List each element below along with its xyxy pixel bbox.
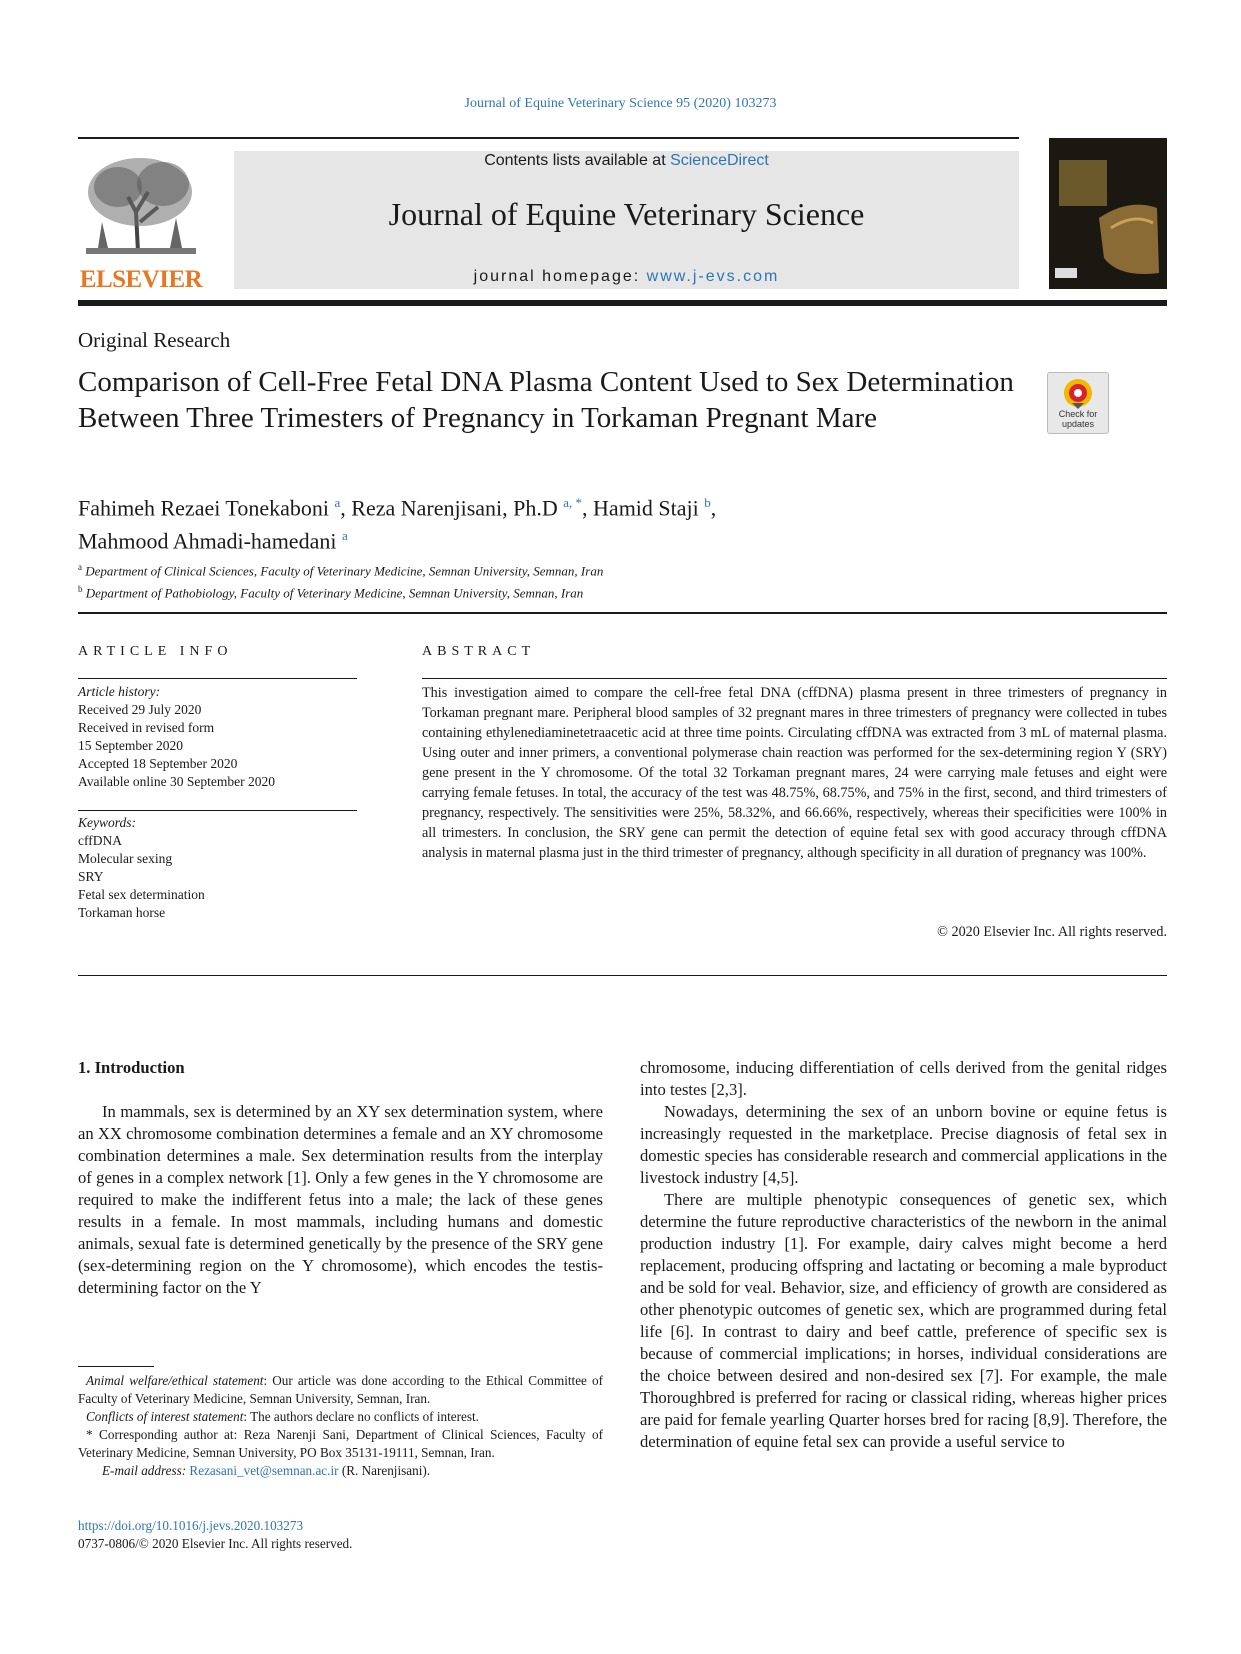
history-item: Available online 30 September 2020 (78, 774, 275, 789)
doi-link[interactable]: https://doi.org/10.1016/j.jevs.2020.103273 (78, 1518, 304, 1533)
keywords-label: Keywords: (78, 815, 136, 830)
footnote-rule (78, 1366, 154, 1367)
body-paragraph: In mammals, sex is determined by an XY sex determination system, where an XX chromosome combination determines a female and an XY chromosome combination determines a male. Sex determination results from the interplay of genes in a complex network [1]. Only a few genes in the Y chromosome are required to make the indifferent fetus into a male; the lack of these genes results in a female. In most mammals, including humans and domestic animals, sexual fate is determined genetically by the presence of the SRY gene (sex-determining region on the Y chromosome), which encodes the testis-determining factor on the Y (78, 1102, 603, 1297)
check-updates-label: Check for updates (1058, 409, 1098, 429)
keyword: cffDNA (78, 833, 122, 848)
author-name[interactable]: Mahmood Ahmadi-hamedani (78, 528, 337, 554)
abstract-heading: ABSTRACT (422, 644, 536, 659)
footnote-conflicts (78, 1408, 603, 1426)
keywords-rule (78, 810, 357, 811)
author-affiliation-marker[interactable]: b (704, 495, 711, 510)
journal-cover-image[interactable] (1049, 138, 1167, 289)
footnote-text: : The authors declare no conflicts of interest. (243, 1409, 479, 1424)
article-history (78, 683, 275, 791)
history-item: Accepted 18 September 2020 (78, 756, 238, 771)
footnotes (78, 1372, 603, 1480)
author-name[interactable]: Fahimeh Rezaei Tonekaboni (78, 495, 329, 521)
body-paragraph: chromosome, inducing differentiation of cells derived from the genital ridges into testes [2,3]. (640, 1058, 1167, 1099)
article-title: Comparison of Cell-Free Fetal DNA Plasma Content Used to Sex Determination Between Three Trimesters of Pregnancy in Torkaman Pregnant Mare (78, 366, 1014, 434)
history-item: Received in revised form (78, 720, 215, 735)
article-info-heading: ARTICLE INFO (78, 644, 233, 659)
title-block-rule (78, 612, 1167, 614)
footnote-label: Conflicts of interest statement (86, 1409, 244, 1424)
footnote-corresponding: * Corresponding author at: Reza Narenji Sani, Department of Clinical Sciences, Faculty of Veterinary Medicine, Semnan University, PO Box 35131-19111, Semnan, Iran. (78, 1427, 603, 1460)
journal-citation-link[interactable]: Journal of Equine Veterinary Science 95 (2020) 103273 (464, 96, 777, 111)
keyword: SRY (78, 869, 104, 884)
keyword: Torkaman horse (78, 905, 166, 920)
keyword: Fetal sex determination (78, 887, 205, 902)
author-name[interactable]: Hamid Staji (593, 495, 699, 521)
affiliation-text: Department of Clinical Sciences, Faculty of Veterinary Medicine, Semnan University, Semnan, Iran (85, 563, 604, 579)
footnote-welfare (78, 1372, 603, 1408)
homepage-prefix: journal homepage: (473, 268, 647, 285)
author-affiliation-marker[interactable]: a (334, 495, 341, 510)
history-label: Article history: (78, 684, 161, 699)
author-name[interactable]: Reza Narenjisani, Ph.D (351, 495, 558, 521)
affiliation-marker: b (78, 584, 83, 595)
history-item: Received 29 July 2020 (78, 702, 202, 717)
body-paragraph: Nowadays, determining the sex of an unborn bovine or equine fetus is increasingly requested in the marketplace. Precise diagnosis of fetal sex in domestic species has considerable research and commercial applications in the livestock industry [4,5]. (640, 1102, 1167, 1187)
body-column-left (78, 1101, 603, 1299)
email-label: E-mail address: (102, 1463, 190, 1478)
journal-title: Journal of Equine Veterinary Science (388, 196, 865, 232)
body-paragraph: There are multiple phenotypic consequences of genetic sex, which determine the future reproductive characteristics of the newborn in the animal production industry [1]. For example, dairy calves might become a herd replacement, producing offspring and lactating or becoming a male byproduct and be sold for veal. Behavior, size, and efficiency of growth are considered as other phenotypic outcomes of genetic sex, which are programmed during fetal life [6]. In contrast to dairy and beef cattle, preference of specific sex is because of commercial implications; in horses, individual considerations are the choice between desired and non-desired sex [7]. For example, the male Thoroughbred is preferred for racing or classical riding, whereas higher prices are paid for female yearling Quarter horses bred for racing [8,9]. Therefore, the determination of equine fetal sex can provide a useful service to (640, 1190, 1167, 1451)
footnote-text: : Our article was done according to the Ethical Committee of Faculty of Veterinary Medicine, Semnan University, Semnan, Iran. (78, 1373, 603, 1406)
footnote-label: Animal welfare/ethical statement (86, 1373, 264, 1388)
author-affiliation-marker[interactable]: a (341, 528, 348, 544)
affiliation (78, 580, 603, 602)
abstract-copyright: © 2020 Elsevier Inc. All rights reserved. (937, 924, 1167, 940)
check-for-updates-button[interactable] (1047, 372, 1109, 434)
email-link[interactable]: Rezasani_vet@semnan.ac.ir (189, 1463, 339, 1478)
email-suffix: (R. Narenjisani). (338, 1463, 431, 1478)
affiliation-text: Department of Pathobiology, Faculty of Veterinary Medicine, Semnan University, Semnan, Iran (85, 585, 584, 601)
article-info-rule (78, 678, 357, 679)
contents-prefix: Contents lists available at (484, 152, 671, 169)
homepage-line (234, 268, 1019, 286)
keyword: Molecular sexing (78, 851, 173, 866)
header-thick-rule (78, 300, 1167, 306)
history-item: 15 September 2020 (78, 738, 183, 753)
body-column-right (640, 1057, 1167, 1453)
keywords (78, 814, 205, 922)
author-affiliation-marker[interactable]: a, * (563, 495, 583, 510)
affiliations (78, 558, 603, 603)
section-type: Original Research (78, 328, 231, 352)
issn-copyright: 0737-0806/© 2020 Elsevier Inc. All rights reserved. (78, 1536, 353, 1551)
footnote-email (78, 1462, 603, 1480)
sciencedirect-link[interactable]: ScienceDirect (670, 152, 769, 169)
abstract-rule (422, 678, 1167, 679)
abstract-bottom-rule (78, 975, 1167, 976)
header-rule (78, 137, 1019, 139)
affiliation-marker: a (78, 562, 82, 572)
homepage-link[interactable]: www.j-evs.com (646, 268, 780, 285)
contents-line (234, 152, 1019, 170)
introduction-heading: 1. Introduction (78, 1058, 185, 1077)
author-list: Fahimeh Rezaei Tonekaboni $^a$, Reza Narenjisani, Ph.D $^{a, *}$, Hamid Staji $^b$, Mahmood Ahmadi-hamedani $^a$ (78, 495, 717, 554)
elsevier-wordmark: ELSEVIER (79, 266, 203, 293)
abstract-text: This investigation aimed to compare the cell-free fetal DNA (cffDNA) plasma present in three trimesters of pregnancy in Torkaman pregnant mare. Peripheral blood samples of 32 pregnant mares in three trimesters of pregnancy were collected in tubes containing ethylenediaminetetraacetic acid at three time points. Circulating cffDNA was extracted from 3 mL of maternal plasma. Using outer and inner primers, a conventional polymerase chain reaction was performed for the sex-determining region Y (SRY) gene present in the Y chromosome. Of the total 32 Torkaman pregnant mares, 24 were carrying male fetuses and eight were carrying female fetuses. In total, the accuracy of the test was 48.75%, 68.75%, and 75% in the first, second, and third trimesters of pregnancy, respectively. The sensitivities were 25%, 58.32%, and 66.66%, respectively, whereas their specificities were 100% in all trimesters. In conclusion, the SRY gene can permit the detection of equine fetal sex with good accuracy through cffDNA analysis in maternal plasma just in the third trimester of pregnancy, although specificity in all duration of pregnancy was 100%. (422, 685, 1167, 861)
affiliation (78, 558, 603, 580)
